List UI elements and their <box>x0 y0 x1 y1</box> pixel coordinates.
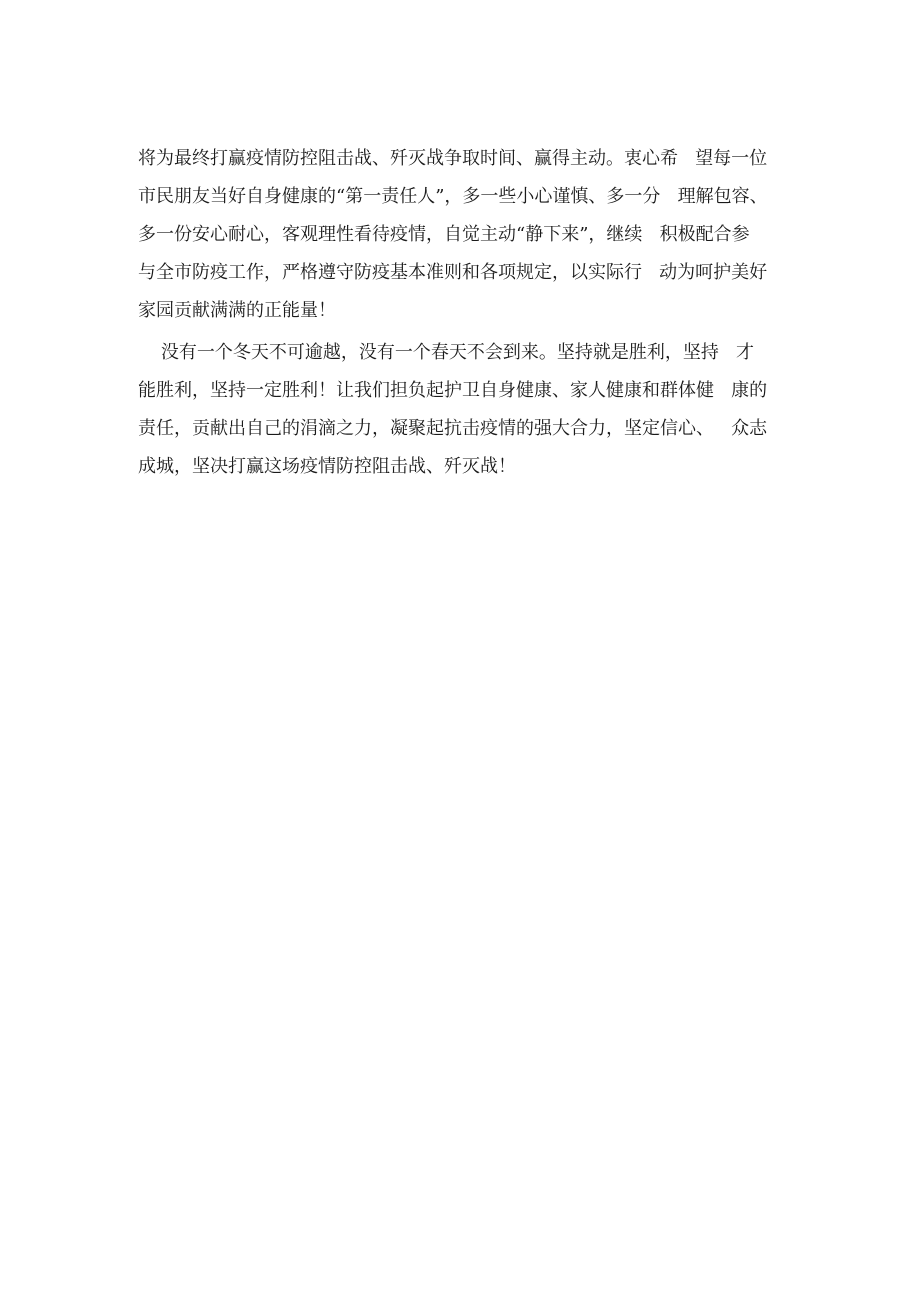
text-line: 家园贡献满满的正能量！ <box>138 300 336 321</box>
document-body <box>138 140 788 486</box>
text-line: 将为最终打赢疫情防控阻击战、歼灭战争取时间、赢得主动。衷心希 望每一位 <box>138 148 768 169</box>
text-line: 成城，坚决打赢这场疫情防控阻击战、歼灭战！ <box>138 456 516 477</box>
text-line: 市民朋友当好自身健康的“第一责任人”，多一些小心谨慎、多一分 理解包容、 <box>138 186 768 207</box>
text-line: 与全市防疫工作，严格遵守防疫基本准则和各项规定，以实际行 动为呵护美好 <box>138 262 768 283</box>
paragraph <box>138 140 788 330</box>
text-line: 多一份安心耐心，客观理性看待疫情，自觉主动“静下来”，继续 积极配合参 <box>138 224 750 245</box>
paragraph <box>138 334 788 486</box>
text-line: 没有一个冬天不可逾越，没有一个春天不会到来。坚持就是胜利，坚持 才 <box>138 342 755 363</box>
text-line: 责任，贡献出自己的涓滴之力，凝聚起抗击疫情的强大合力，坚定信心、 众志 <box>138 418 768 439</box>
text-line: 能胜利，坚持一定胜利！让我们担负起护卫自身健康、家人健康和群体健 康的 <box>138 380 768 401</box>
